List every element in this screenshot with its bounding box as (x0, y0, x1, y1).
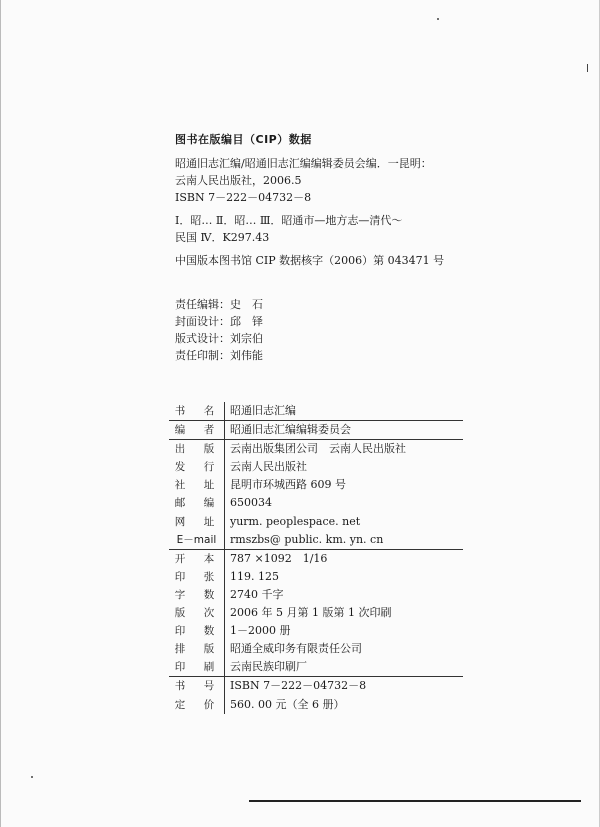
info-row-distributor (169, 458, 463, 476)
info-value[interactable]: rmszbs@ public. km. yn. cn (230, 532, 384, 546)
cip-line-publisher: 云南人民出版社，2006.5 (175, 174, 302, 187)
info-row-print-run (169, 622, 463, 640)
info-value: 2006 年 5 月第 1 版第 1 次印刷 (230, 606, 392, 620)
info-label: 印 数 (169, 622, 225, 640)
info-value: 650034 (230, 496, 272, 510)
info-row-editor (169, 421, 463, 440)
info-value: 787 ×1092 1/16 (230, 551, 328, 565)
cip-line-subjects: Ⅰ．昭… Ⅱ．昭… Ⅲ．昭通市—地方志—清代～ (175, 214, 403, 227)
info-row-price (169, 696, 463, 714)
info-row-sheets (169, 568, 463, 586)
info-row-isbn (169, 677, 463, 695)
cip-heading: 图书在版编目（CIP）数据 (175, 133, 312, 146)
info-value: 云南民族印刷厂 (230, 660, 307, 674)
info-value: 昭通旧志汇编编辑委员会 (230, 423, 351, 437)
info-value: 昭通全威印务有限责任公司 (230, 642, 362, 656)
info-row-publisher (169, 440, 463, 458)
info-label: 排 版 (169, 640, 225, 658)
info-row-typesetting (169, 640, 463, 658)
info-value: 昭通旧志汇编 (230, 404, 296, 417)
info-row-postcode (169, 494, 463, 512)
info-row-website (169, 513, 463, 531)
info-label: 书 号 (169, 677, 225, 695)
info-row-word-count (169, 586, 463, 604)
info-value[interactable]: yurm. peoplespace. net (230, 514, 361, 528)
staff-credits (175, 296, 263, 364)
info-label: 发 行 (169, 458, 225, 476)
info-label: E－mail (169, 531, 225, 549)
info-label: 开 本 (169, 550, 225, 568)
staff-editor: 责任编辑：史 石 (175, 298, 263, 311)
info-label: 印 刷 (169, 658, 225, 676)
staff-cover-design: 封面设计：邱 铎 (175, 315, 263, 328)
scan-speck (587, 64, 588, 72)
cip-line-classification: 民国 Ⅳ．K297.43 (175, 231, 270, 244)
info-value: 1－2000 册 (230, 624, 291, 638)
info-label: 定 价 (169, 696, 225, 714)
info-value: 560. 00 元（全 6 册） (230, 697, 345, 711)
info-label: 出 版 (169, 440, 225, 458)
info-label: 邮 编 (169, 494, 225, 512)
staff-layout-design: 版式设计：刘宗伯 (175, 332, 263, 345)
staff-printing: 责任印制：刘伟能 (175, 349, 263, 362)
info-label: 书 名 (169, 402, 225, 420)
info-value: ISBN 7－222－04732－8 (230, 679, 367, 693)
info-row-title (169, 402, 463, 421)
cip-line-isbn: ISBN 7－222－04732－8 (175, 191, 312, 204)
info-label: 字 数 (169, 586, 225, 604)
info-label: 版 次 (169, 604, 225, 622)
info-row-email (169, 531, 463, 550)
info-value: 119. 125 (230, 569, 279, 583)
info-row-printer (169, 658, 463, 677)
info-label: 编 者 (169, 421, 225, 439)
cip-line-verification: 中国版本图书馆 CIP 数据核字（2006）第 043471 号 (175, 254, 445, 267)
page-bottom-rule (249, 800, 581, 802)
info-row-format (169, 550, 463, 568)
info-value: 2740 千字 (230, 587, 284, 601)
scan-speck (31, 776, 33, 778)
info-row-address (169, 476, 463, 494)
info-label: 印 张 (169, 568, 225, 586)
info-row-edition (169, 604, 463, 622)
publication-info-table (169, 402, 463, 714)
cip-line-title: 昭通旧志汇编/昭通旧志汇编编辑委员会编．一昆明： (175, 157, 432, 170)
info-value: 昆明市环城西路 609 号 (230, 478, 346, 492)
info-label: 社 址 (169, 476, 225, 494)
cip-block (175, 131, 465, 269)
info-value: 云南人民出版社 (230, 460, 307, 474)
info-label: 网 址 (169, 513, 225, 531)
scan-speck (437, 18, 439, 20)
info-value: 云南出版集团公司 云南人民出版社 (230, 442, 406, 456)
